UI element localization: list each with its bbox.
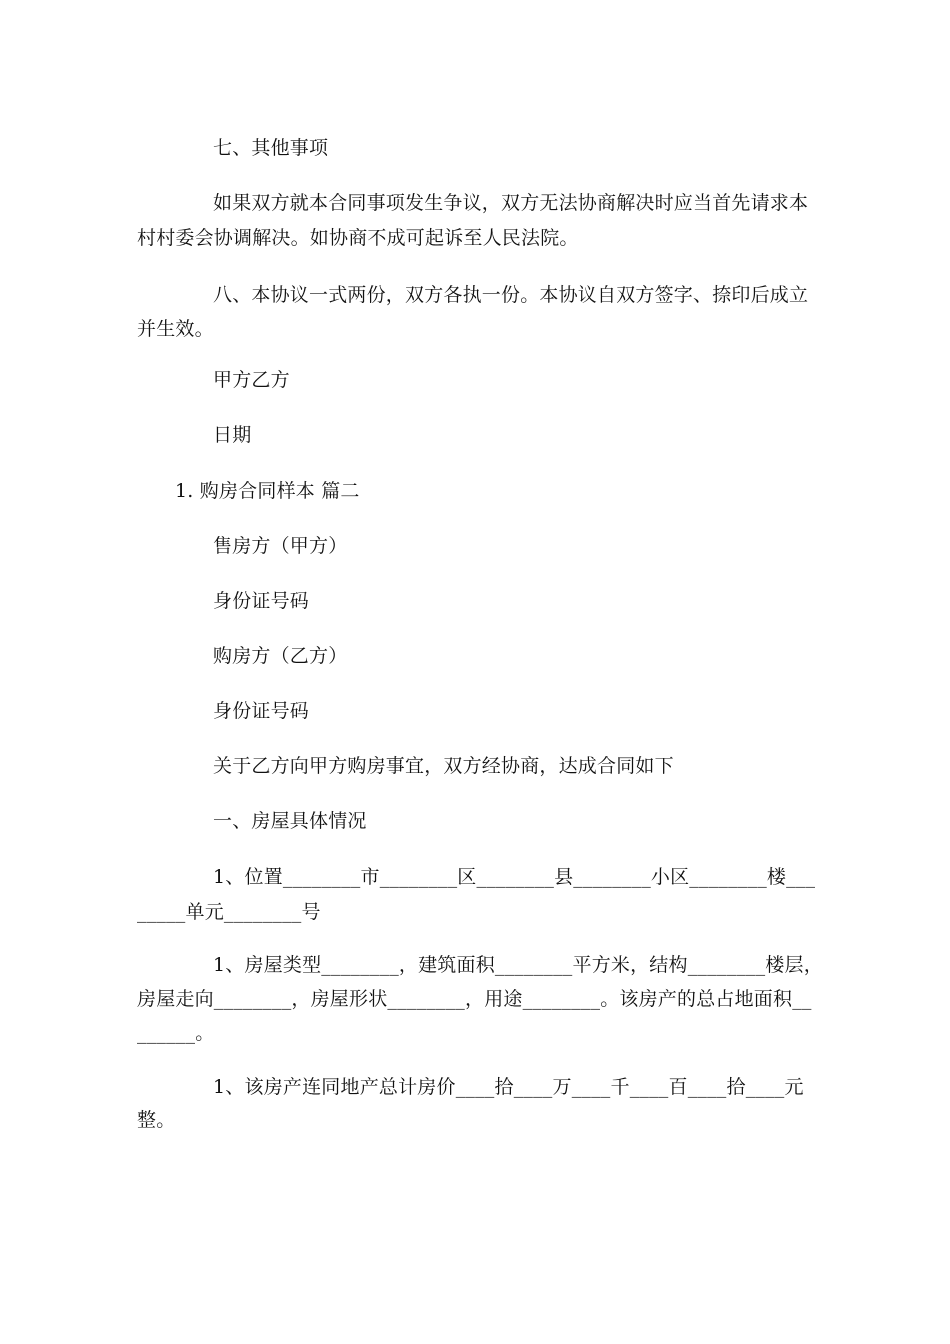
buyer-label: 购房方（乙方） — [213, 645, 348, 667]
location-line-2: _____单元________号 — [137, 901, 321, 923]
price-line-1: 1、该房产连同地产总计房价____拾____万____千____百____拾____元 — [213, 1076, 804, 1098]
house-type-line-3: ______。 — [137, 1022, 215, 1044]
location-line-1: 1、位置________市________区________县________小区________楼___ — [213, 866, 816, 888]
seller-label: 售房方（甲方） — [213, 535, 348, 557]
paragraph-dispute-line-2: 村村委会协调解决。如协商不成可起诉至人民法院。 — [137, 227, 579, 249]
section-heading-other-matters: 七、其他事项 — [213, 137, 329, 159]
section-heading-house-details: 一、房屋具体情况 — [213, 810, 367, 832]
date-label: 日期 — [213, 424, 252, 446]
paragraph-copies-line-2: 并生效。 — [137, 318, 214, 340]
price-line-2: 整。 — [137, 1109, 176, 1131]
house-type-line-1: 1、房屋类型________，建筑面积________平方米，结构________楼层， — [213, 954, 823, 976]
buyer-id-label: 身份证号码 — [213, 700, 310, 722]
signature-parties: 甲方乙方 — [213, 369, 290, 391]
contract-intro: 关于乙方向甲方购房事宜，双方经协商，达成合同如下 — [213, 755, 674, 777]
section-title-purchase-contract: 1. 购房合同样本 篇二 — [175, 480, 360, 502]
paragraph-dispute-line-1: 如果双方就本合同事项发生争议，双方无法协商解决时应当首先请求本 — [213, 192, 809, 214]
house-type-line-2: 房屋走向________，房屋形状________，用途________。该房产的总占地面积__ — [137, 988, 812, 1010]
seller-id-label: 身份证号码 — [213, 590, 310, 612]
paragraph-copies-line-1: 八、本协议一式两份，双方各执一份。本协议自双方签字、捺印后成立 — [213, 284, 809, 306]
